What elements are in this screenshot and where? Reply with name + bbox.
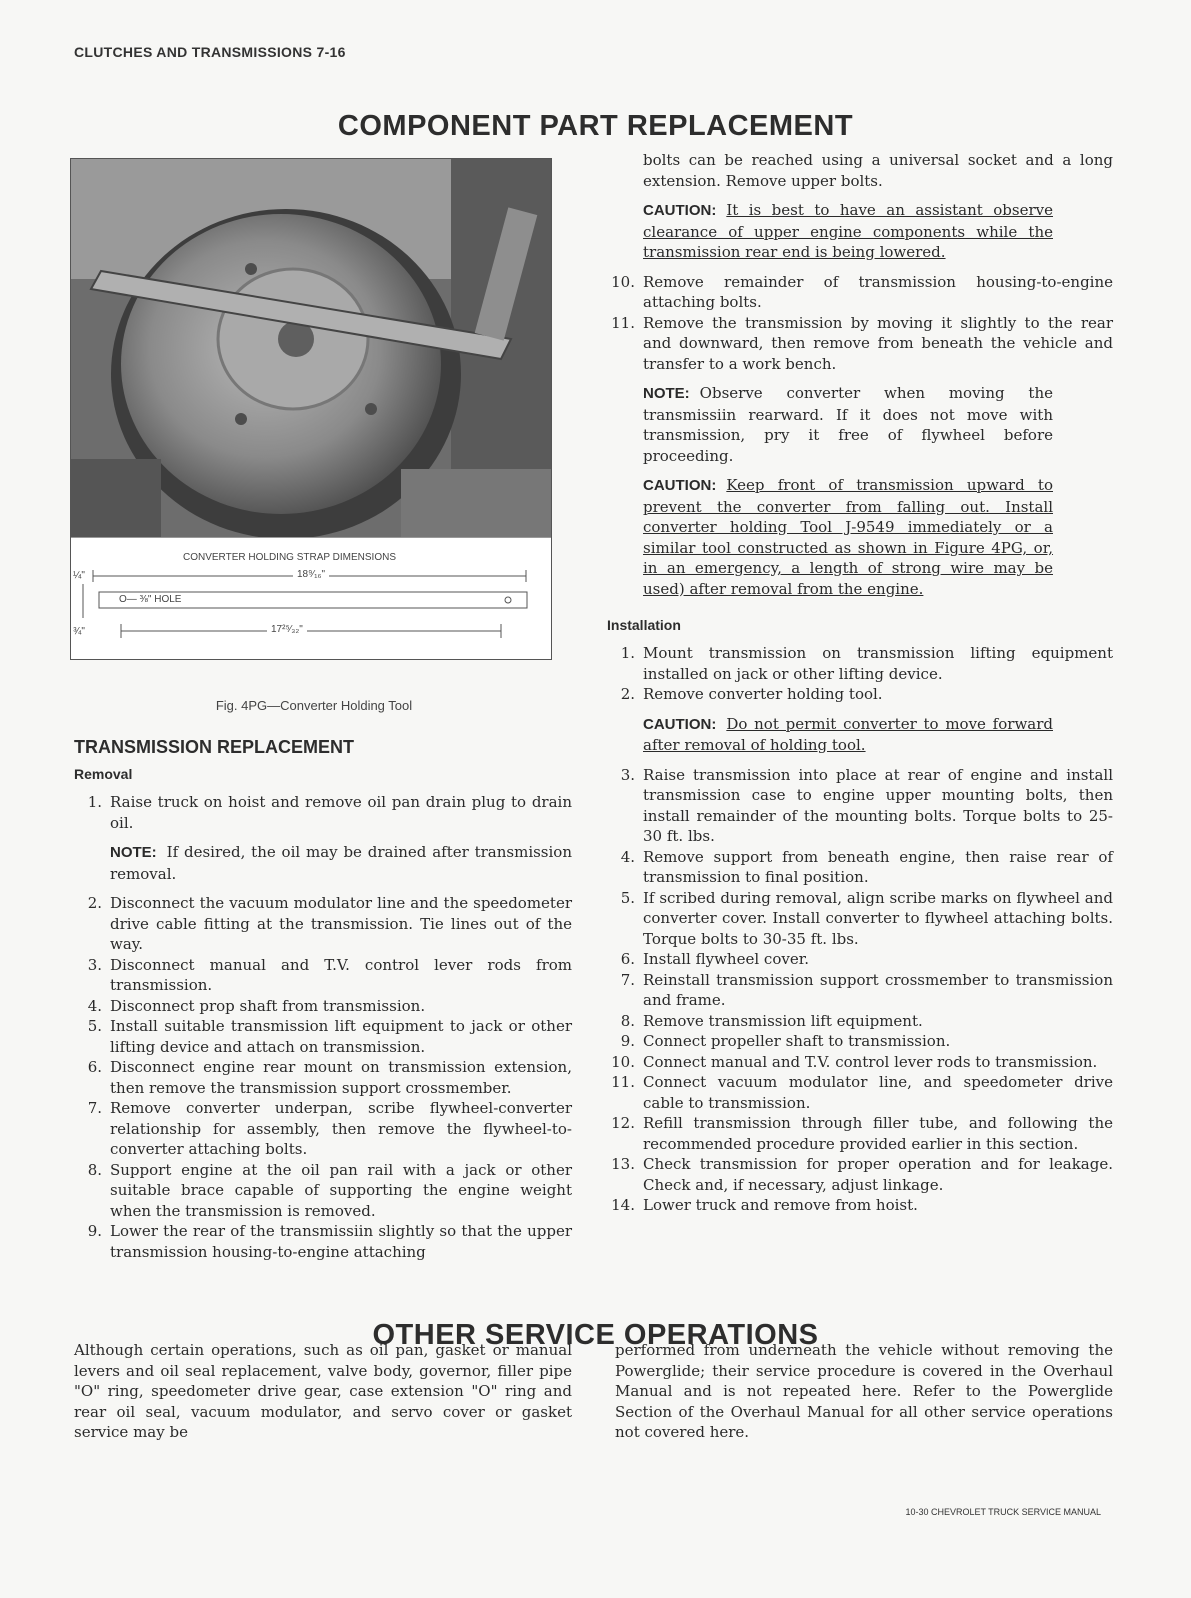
removal-steps xyxy=(74,792,572,833)
list-item: 3. Raise transmission into place at rear of engine and install transmission case to engine upper mounting bolts, then install remainder of the mounting bolts. Torque bolts to 25-30 ft. lbs. xyxy=(620,765,1113,845)
list-item: 13. Check transmission for proper operation and for leakage. Check and, if necessary, adjust linkage. xyxy=(611,1155,1113,1194)
left-column xyxy=(74,158,572,1262)
list-item: 5. If scribed during removal, align scribe marks on flywheel and converter cover. Install converter to flywheel attaching bolts. Torque bolts to 30-35 ft. lbs. xyxy=(620,888,1113,948)
dim-title: CONVERTER HOLDING STRAP DIMENSIONS xyxy=(183,552,396,563)
other-service-para-right: performed from underneath the vehicle without removing the Powerglide; their service procedure is covered in the Overhaul Manual and is not repeated here. Refer to the Powerglide Section of the Overhaul Manual for all other service operations not covered here. xyxy=(615,1341,1113,1441)
list-item: 2. Remove converter holding tool. xyxy=(620,685,883,703)
page-title: COMPONENT PART REPLACEMENT xyxy=(337,110,854,142)
page-header: CLUTCHES AND TRANSMISSIONS 7-16 xyxy=(74,44,346,60)
list-item: 9. Lower the rear of the transmissiin slightly so that the upper transmission housing-to-engine attaching xyxy=(87,1222,572,1261)
caution-2: CAUTION: Keep front of transmission upward to prevent the converter from falling out. Install converter holding Tool J-9549 immediately or a similar tool constructed as shown in Figure 4PG, or, in an emergency, a length of strong wire may be used) after removal from the engine. xyxy=(643,476,1053,598)
page-footer: 10-30 CHEVROLET TRUCK SERVICE MANUAL xyxy=(905,1507,1101,1517)
list-item: 1. Mount transmission on transmission lifting equipment installed on jack or other lifting device. xyxy=(620,644,1113,683)
list-item: 10. Remove remainder of transmission housing-to-engine attaching bolts. xyxy=(611,272,1113,311)
removal-note: NOTE: If desired, the oil may be drained after transmission removal. xyxy=(110,843,572,883)
figure-4pg xyxy=(70,158,552,660)
dim-left-top: ¼" xyxy=(73,570,85,581)
dim-hole-label: O— ⅜" HOLE xyxy=(119,594,182,605)
caution-1: CAUTION: It is best to have an assistant observe clearance of upper engine components while the transmission rear end is being lowered. xyxy=(643,201,1053,261)
dim-bottom-label: 17²⁵⁄₃₂" xyxy=(267,624,307,635)
list-item: 12. Refill transmission through filler tube, and following the recommended procedure provided earlier in this section. xyxy=(611,1114,1113,1153)
list-item: 14. Lower truck and remove from hoist. xyxy=(611,1196,918,1214)
section-title-other-service: OTHER SERVICE OPERATIONS xyxy=(372,1319,819,1351)
step9-continued: bolts can be reached using a universal socket and a long extension. Remove upper bolts. xyxy=(643,151,1113,190)
converter-photo xyxy=(71,159,551,537)
list-item: 11. Remove the transmission by moving it slightly to the rear and downward, then remove from beneath the vehicle and transfer to a work bench. xyxy=(611,313,1113,373)
figure-caption: Fig. 4PG—Converter Holding Tool xyxy=(215,698,413,713)
note-2: NOTE: Observe converter when moving the transmissiin rearward. If it does not move with transmission, pry it free of flywheel before proceeding. xyxy=(643,384,1053,465)
list-item: 6. Disconnect engine rear mount on transmission extension, then remove the transmission support crossmember. xyxy=(87,1058,572,1097)
list-item: 9. Connect propeller shaft to transmission. xyxy=(620,1032,951,1050)
strap-dimensions-diagram xyxy=(71,537,551,660)
list-item: 7. Reinstall transmission support crossmember to transmission and frame. xyxy=(620,970,1113,1009)
list-item: 10. Connect manual and T.V. control lever rods to transmission. xyxy=(611,1052,1098,1071)
list-item: 8. Remove transmission lift equipment. xyxy=(620,1011,923,1030)
right-column xyxy=(607,150,1113,1216)
dim-left-bottom: ¾" xyxy=(73,626,85,637)
other-service-para-left: Although certain operations, such as oil pan, gasket or manual levers and oil seal replacement, valve body, governor, filler pipe "O" ring, speedometer drive gear, case extension "O" ring and rear oil seal, vacuum modulator, and servo cover or gasket service may be xyxy=(74,1341,572,1441)
caution-3: CAUTION: Do not permit converter to move forward after removal of holding tool. xyxy=(643,714,1053,754)
list-item: 7. Remove converter underpan, scribe flywheel-converter relationship for assembly, then remove the flywheel-to-converter attaching bolts. xyxy=(87,1099,572,1158)
list-item: 8. Support engine at the oil pan rail with a jack or other suitable brace capable of supporting the engine weight when the transmission is removed. xyxy=(87,1160,572,1220)
removal-steps-2 xyxy=(74,893,572,1262)
list-item: 6. Install flywheel cover. xyxy=(620,950,809,968)
subheading-removal: Removal xyxy=(74,766,133,782)
section-heading-transmission-replacement: TRANSMISSION REPLACEMENT xyxy=(74,737,355,757)
install-steps-a xyxy=(607,643,1113,705)
list-item: 2. Disconnect the vacuum modulator line and the speedometer drive cable fitting at the transmission. Tie lines out of the way. xyxy=(87,894,572,953)
dim-top-label: 18⁹⁄₁₆" xyxy=(293,569,329,580)
list-item: 11. Connect vacuum modulator line, and speedometer drive cable to transmission. xyxy=(611,1073,1113,1112)
removal-steps-cont xyxy=(607,272,1113,375)
install-steps-b xyxy=(607,765,1113,1216)
list-item: 5. Install suitable transmission lift equipment to jack or other lifting device and attach on transmission. xyxy=(87,1017,572,1056)
subheading-installation: Installation xyxy=(607,617,681,633)
list-item: 1. Raise truck on hoist and remove oil pan drain plug to drain oil. xyxy=(87,793,572,832)
list-item: 3. Disconnect manual and T.V. control lever rods from transmission. xyxy=(87,955,572,994)
list-item: 4. Disconnect prop shaft from transmission. xyxy=(87,996,426,1015)
list-item: 4. Remove support from beneath engine, then raise rear of transmission to final position. xyxy=(620,847,1113,886)
